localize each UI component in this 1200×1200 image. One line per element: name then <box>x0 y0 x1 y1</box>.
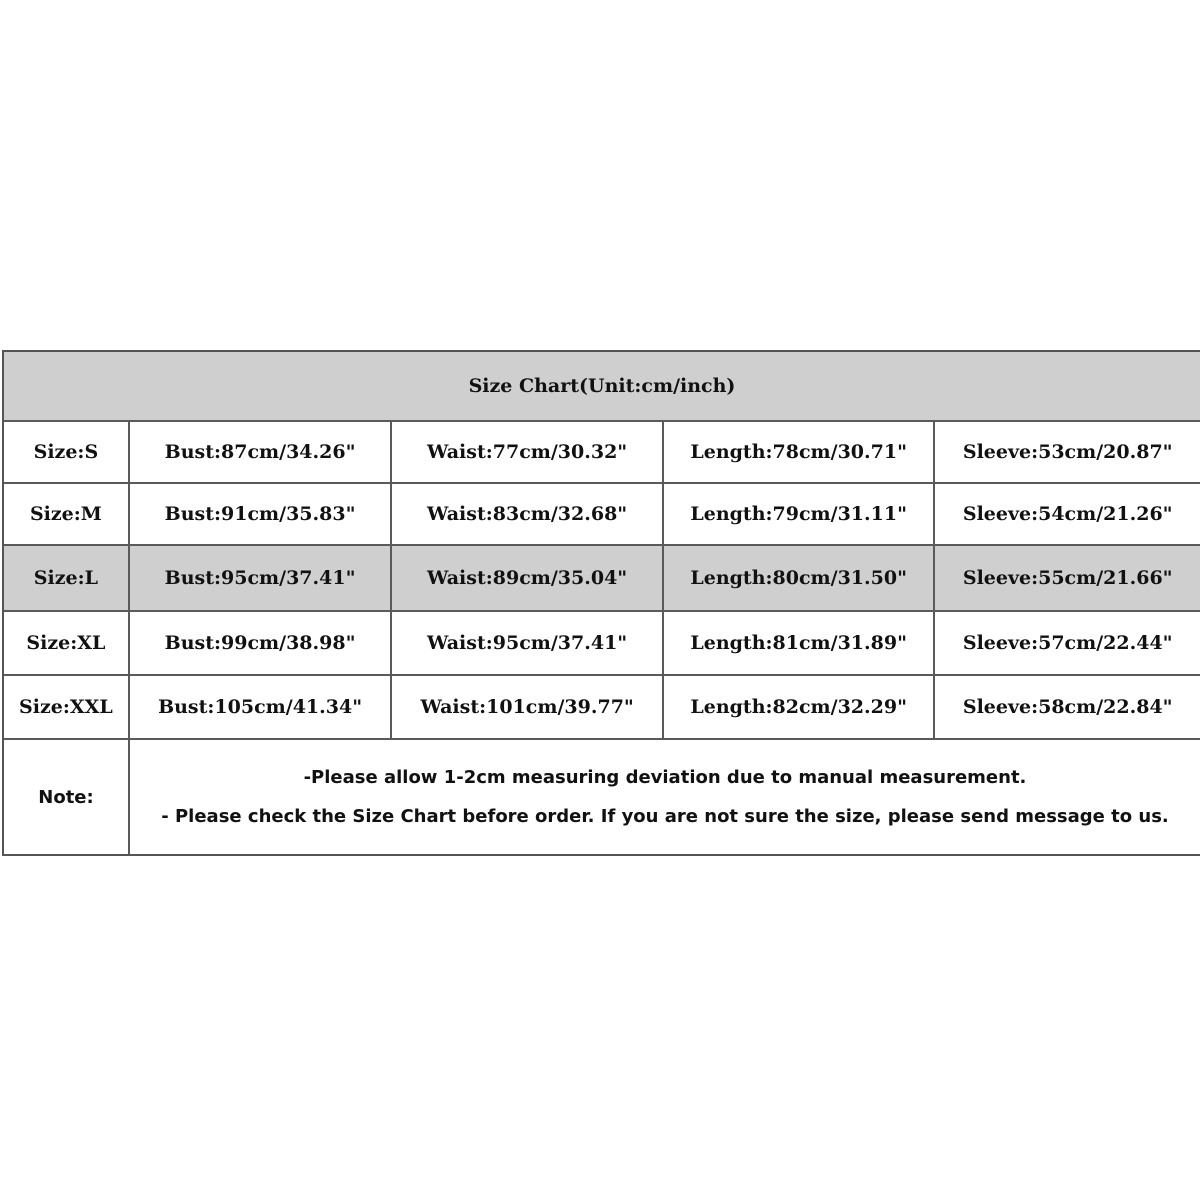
bust-cell: Bust:99cm/38.98" <box>130 612 393 674</box>
note-body <box>130 740 1200 854</box>
size-cell: Size:L <box>4 546 130 610</box>
length-cell: Length:81cm/31.89" <box>664 612 936 674</box>
waist-cell: Waist:83cm/32.68" <box>392 484 664 544</box>
waist-cell: Waist:95cm/37.41" <box>392 612 664 674</box>
table-row-highlighted <box>4 546 1200 612</box>
length-cell: Length:79cm/31.11" <box>664 484 936 544</box>
waist-cell: Waist:89cm/35.04" <box>392 546 664 610</box>
sleeve-cell: Sleeve:53cm/20.87" <box>962 441 1173 463</box>
table-row <box>4 676 1200 740</box>
sleeve-cell: Sleeve:54cm/21.26" <box>962 503 1173 525</box>
table-row <box>4 612 1200 676</box>
bust-cell: Bust:105cm/41.34" <box>130 676 393 738</box>
sleeve-cell: Sleeve:55cm/21.66" <box>962 567 1173 589</box>
sleeve-cell: Sleeve:57cm/22.44" <box>962 632 1173 654</box>
size-cell: Size:M <box>4 484 130 544</box>
bust-cell: Bust:95cm/37.41" <box>130 546 393 610</box>
bust-cell: Bust:87cm/34.26" <box>130 422 393 482</box>
note-line-check-chart: - Please check the Size Chart before order. If you are not sure the size, please send message to us. <box>161 806 1169 827</box>
waist-cell: Waist:101cm/39.77" <box>392 676 664 738</box>
waist-cell: Waist:77cm/30.32" <box>392 422 664 482</box>
length-cell: Length:78cm/30.71" <box>664 422 936 482</box>
bust-cell: Bust:91cm/35.83" <box>130 484 393 544</box>
chart-title: Size Chart(Unit:cm/inch) <box>4 352 1200 422</box>
size-cell: Size:S <box>4 422 130 482</box>
length-cell: Length:82cm/32.29" <box>664 676 936 738</box>
table-row <box>4 484 1200 546</box>
sleeve-cell: Sleeve:58cm/22.84" <box>962 696 1173 718</box>
table-row <box>4 422 1200 484</box>
size-chart-table <box>2 350 1200 856</box>
size-cell: Size:XXL <box>4 676 130 738</box>
length-cell: Length:80cm/31.50" <box>664 546 936 610</box>
note-line-deviation: -Please allow 1-2cm measuring deviation due to manual measurement. <box>303 767 1027 788</box>
note-label: Note: <box>4 740 130 854</box>
note-row <box>4 740 1200 854</box>
size-cell: Size:XL <box>4 612 130 674</box>
